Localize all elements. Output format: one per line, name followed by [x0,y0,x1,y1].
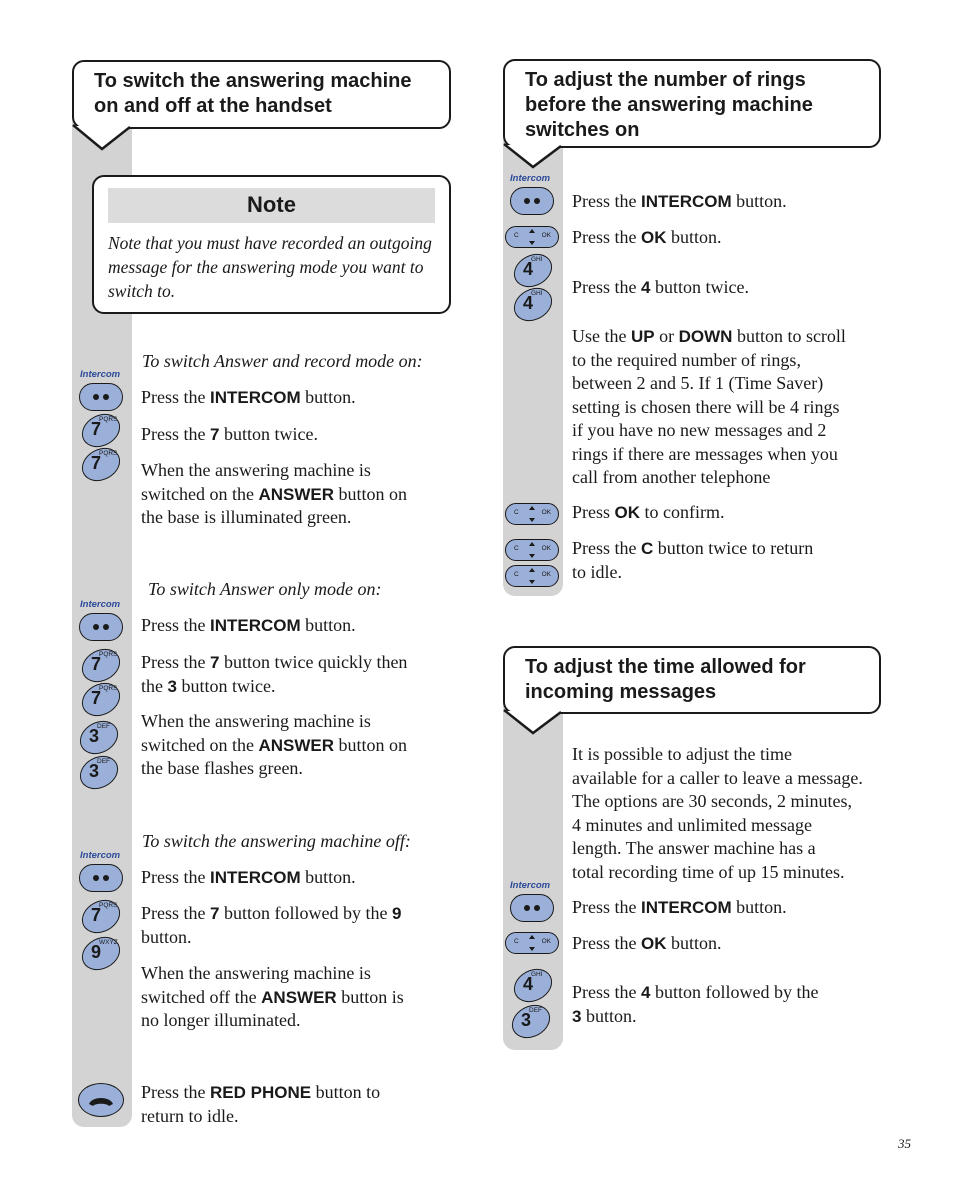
time-intro: It is possible to adjust the time available for a caller to leave a message. The options are 30 seconds, 2 minutes, 4 minutes and unlimited message length. The answer machine has a total recording time of up 15 minutes. [572,744,863,882]
page-number: 35 [898,1136,911,1151]
rings-header-text: To adjust the number of rings before the answering machine switches on [525,69,813,141]
left-header-text: To switch the answering machine on and off at the handset [94,70,412,117]
answer-only-step-2: Press the 7 button twice quickly then the 3 button twice. [141,652,408,696]
intercom-button-icon [79,613,123,641]
rings-step-6: Press the C button twice to return to idle. [572,538,814,582]
nav-ok-button-icon: C OK [505,226,559,248]
red-phone-step: Press the RED PHONE button to return to idle. [141,1082,381,1126]
intercom-label: Intercom [510,880,551,891]
intercom-button-icon [510,894,554,922]
red-phone-button-icon [78,1083,124,1117]
key-4-icon: 4 GHI [508,962,558,1008]
key-4-icon: 4 GHI [508,281,558,327]
key-3-icon: 3 DEF [74,714,124,760]
intercom-label: Intercom [80,599,121,610]
time-section-header [503,646,881,714]
answer-record-step-3: When the answering machine is switched on the ANSWER button on the base is illuminated green. [141,460,408,527]
key-7-icon: 7 PQRS [76,441,126,487]
time-step-3: Press the 4 button followed by the 3 button. [572,982,819,1026]
time-step-2: Press the OK button. [572,933,722,953]
key-7-icon: 7 PQRS [76,676,126,722]
intercom-button-icon [510,187,554,215]
nav-ok-button-icon: C OK [505,932,559,954]
machine-off-step-2: Press the 7 button followed by the 9 button. [141,903,402,947]
rings-step-4: Use the UP or DOWN button to scroll to the required number of rings, between 2 and 5. If 1 (Time Saver) setting is chosen there will be 4 rings if you have no new messages and 2 rings if there are messages when you call from another telephone [572,326,846,487]
machine-off-step-1: Press the INTERCOM button. [141,867,356,887]
intercom-button-icon [79,383,123,411]
left-section-header [72,60,451,129]
machine-off-heading: To switch the answering machine off: [142,831,411,851]
note-text: Note that you must have recorded an outgoing message for the answering mode you want to switch to. [108,233,432,301]
time-header-text: To adjust the time allowed for incoming messages [525,656,806,703]
intercom-label: Intercom [510,173,551,184]
handset-icon [80,1085,122,1115]
intercom-button-icon [79,864,123,892]
key-7-icon: 7 PQRS [76,642,126,688]
key-4-icon: 4 GHI [508,247,558,293]
intercom-label: Intercom [80,369,121,380]
answer-record-heading: To switch Answer and record mode on: [142,351,423,371]
answer-record-step-2: Press the 7 button twice. [141,424,318,444]
answer-only-step-3: When the answering machine is switched on the ANSWER button on the base flashes green. [141,711,408,778]
note-title: Note [108,188,435,223]
rings-section-header [503,59,881,148]
key-7-icon: 7 PQRS [76,893,126,939]
key-9-icon: 9 WXYZ [76,930,126,976]
intercom-label: Intercom [80,850,121,861]
answer-only-step-1: Press the INTERCOM button. [141,615,356,635]
nav-ok-button-icon: C OK [505,503,559,525]
rings-step-3: Press the 4 button twice. [572,277,749,297]
rings-step-5: Press OK to confirm. [572,502,725,522]
time-header-tail [503,709,565,739]
rings-header-tail [503,143,565,173]
nav-ok-button-icon: C OK [505,539,559,561]
left-header-tail [72,124,134,154]
key-3-icon: 3 DEF [74,749,124,795]
rings-step-2: Press the OK button. [572,227,722,247]
answer-only-heading: To switch Answer only mode on: [148,579,382,599]
answer-record-step-1: Press the INTERCOM button. [141,387,356,407]
nav-ok-button-icon: C OK [505,565,559,587]
key-3-icon: 3 DEF [506,998,556,1044]
time-step-1: Press the INTERCOM button. [572,897,787,917]
machine-off-step-3: When the answering machine is switched off the ANSWER button is no longer illuminated. [141,963,404,1030]
rings-step-1: Press the INTERCOM button. [572,191,787,211]
key-7-icon: 7 PQRS [76,407,126,453]
